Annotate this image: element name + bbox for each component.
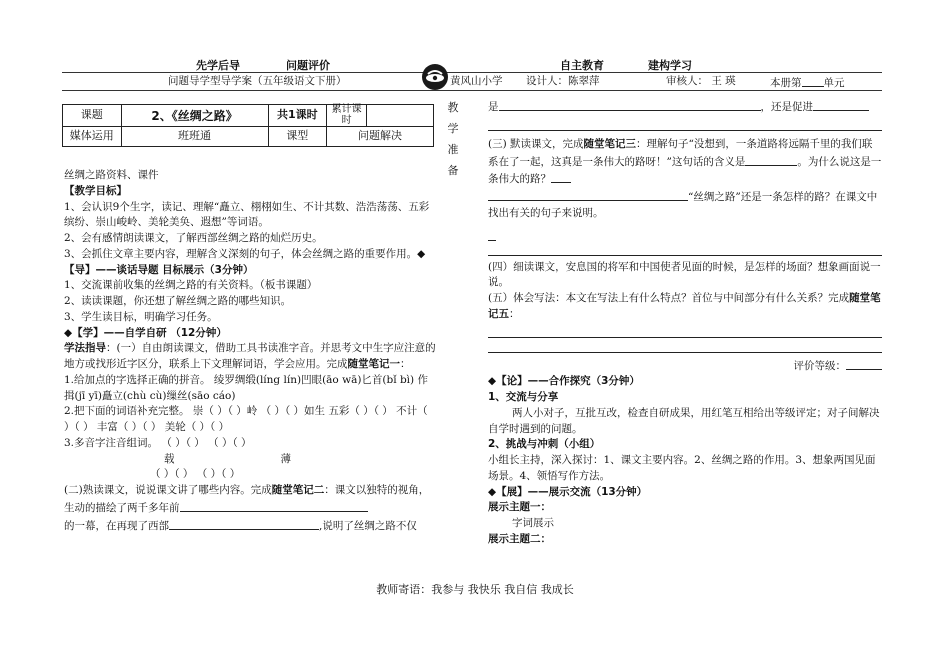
school-name: 黄风山小学 xyxy=(450,75,503,87)
goals-heading: 【教学目标】 xyxy=(64,184,127,197)
blank-7 xyxy=(488,188,688,201)
cell-periods: 共1课时 xyxy=(268,105,327,127)
lun-1-text: 两人小对子，互批互改，检查自研成果，用红笔互相给出等级评定；对子间解决自学时遇到的问题。 xyxy=(488,406,880,435)
blank-4 xyxy=(813,98,869,111)
cell-media: 班班通 xyxy=(121,127,268,147)
right-column xyxy=(488,98,882,548)
topic-2: 展示主题二： xyxy=(488,532,551,545)
header-slogan-3: 自主教育 xyxy=(560,59,604,72)
cell-lesson-title: 2、《丝绸之路》 xyxy=(121,105,268,127)
part-3: (三) 默读课文，完成随堂笔记三：理解句子“没想到，一条道路将远隔千里的我们联系在了一起，这真是一条伟大的路呀！”这句话的含义是 。为什么说这是一条伟大的路？ xyxy=(488,137,882,186)
dao-heading: 【导】——谈话导题 目标展示（3分钟） xyxy=(64,263,254,276)
header-rule-top xyxy=(62,72,882,73)
cell-type: 问题解决 xyxy=(327,127,434,147)
goal-1: 1、会认识9个生字，读记、理解“矗立、栩栩如生、不计其数、浩浩荡荡、五彩缤纷、崇山峻岭、美轮美奂、遐想”等词语。 xyxy=(64,200,430,229)
teacher-message: 教师寄语：我参与 我快乐 我自信 我成长 xyxy=(376,583,574,596)
cell-label-media: 媒体运用 xyxy=(63,127,122,147)
exercise-3: 3.多音字注音组词。 （ ）（ ） （ ）（ ） xyxy=(64,436,252,449)
school-logo-icon xyxy=(422,64,448,90)
polyphone-1: 载 xyxy=(164,452,175,465)
blank-line-3 xyxy=(488,323,882,338)
blank-6 xyxy=(551,170,571,183)
blank-line-short xyxy=(488,226,496,241)
left-column xyxy=(64,168,436,534)
goal-2: 2、会有感情朗读课文，了解西部丝绸之路的灿烂历史。 xyxy=(64,232,323,244)
part-5: (五）体会写法：本文在写法上有什么特点？首位与中间部分有什么关系？完成随堂笔记五： xyxy=(488,292,881,320)
lun-heading: ◆【论】——合作探究（3分钟） xyxy=(488,375,640,388)
xue-heading: ◆【学】——自学自研 （12分钟） xyxy=(64,326,227,339)
reviewer: 审核人： 王 瑛 xyxy=(666,75,736,87)
designer: 设计人：陈翠萍 xyxy=(526,75,600,87)
topic-1: 展示主题一： xyxy=(488,501,551,514)
blank-5 xyxy=(745,153,797,166)
exercise-1: 1.给加点的字选择正确的拼音。 绫罗绸缎(líng lín)凹眼(āo wā)匕首(bǐ bì) 作揖(jī yī)矗立(chù cù)缫丝(sāo cáo) xyxy=(64,373,428,402)
header-slogan-2: 问题评价 xyxy=(286,59,330,72)
cell-label-total: 累计课时 xyxy=(327,105,367,127)
part-2: (二)熟读课文，说说课文讲了哪些内容。完成随堂笔记二：课文以独特的视角，生动的描绘了两千多年前 xyxy=(64,484,430,514)
blank-1 xyxy=(180,499,368,512)
side-note-prep: 教 学 准 备 xyxy=(447,101,459,177)
lun-1-heading: 1、交流与分享 xyxy=(488,391,559,403)
exercise-2: 2.把下面的词语补充完整。 崇（ ）（ ）岭 （ ）（ ）如生 五彩（ ）（ ） 不计（ ）（ ） 丰富（ ）（ ） 美轮（ ）（ ） xyxy=(64,405,428,433)
grade-blank xyxy=(846,357,882,370)
blank-line-2 xyxy=(488,241,882,256)
study-guide: 学法指导：(一）自由朗读课文，借助工具书读准字音。并思考文中生字应注意的地方或找形近字区分，联系上下文理解词语，学会应用。完成随堂笔记一： xyxy=(64,342,436,370)
blank-3 xyxy=(499,98,761,111)
polyphone-row xyxy=(64,452,436,468)
dao-1: 1、交流课前收集的丝绸之路的有关资料。（板书课题） xyxy=(64,279,318,292)
header-rule-bottom xyxy=(62,90,882,91)
goal-3: 3、会抓住文章主要内容，理解含义深刻的句子，体会丝绸之路的重要作用。◆ xyxy=(64,247,426,260)
part-3-cont: “丝绸之路”还是一条怎样的路？在课文中找出有关的句子来说明。 xyxy=(488,188,882,222)
blank-line-4 xyxy=(488,338,882,353)
zhan-heading: ◆【展】——展示交流（13分钟） xyxy=(488,485,648,498)
materials: 丝绸之路资料、课件 xyxy=(64,169,159,181)
header-slogan-1: 先学后导 xyxy=(196,59,240,72)
cell-label-type: 课型 xyxy=(268,127,327,147)
unit-field: 本册第 单元 xyxy=(770,74,845,92)
cell-label-topic: 课题 xyxy=(63,105,122,127)
part-4: (四）细读课文，安息国的将军和中国使者见面的时候，是怎样的场面？想象画面说一说。 xyxy=(488,260,881,289)
lun-2-heading: 2、挑战与冲刺（小组） xyxy=(488,438,601,451)
right-line-1: 是 ，还是促进 xyxy=(488,98,882,116)
polyphone-2: 薄 xyxy=(280,452,291,465)
topic-1-item: 字词展示 xyxy=(512,517,554,529)
grade-field: 评价等级： xyxy=(488,357,882,375)
header-slogan-4: 建构学习 xyxy=(648,59,692,72)
lesson-info-table xyxy=(62,104,434,147)
dao-2: 2、读读课题，你还想了解丝绸之路的哪些知识。 xyxy=(64,295,292,307)
cell-total-value xyxy=(367,105,434,127)
exercise-3b: （ ）（ ） （ ）（ ） xyxy=(150,468,241,481)
dao-3: 3、学生读目标，明确学习任务。 xyxy=(64,310,218,323)
header-subtitle: 问题导学型导学案（五年级语文下册） xyxy=(168,75,347,87)
blank-2 xyxy=(169,517,319,530)
blank-line-1 xyxy=(488,116,882,131)
lun-2-text: 小组长主持，深入探讨：1、课文主要内容。2、丝绸之路的作用。3、想象两国见面场景。4、领悟写作方法。 xyxy=(488,454,876,482)
part-2-cont: 的一幕，在再现了西部 ,说明了丝绸之路不仅 xyxy=(64,517,436,535)
unit-blank xyxy=(802,74,824,87)
